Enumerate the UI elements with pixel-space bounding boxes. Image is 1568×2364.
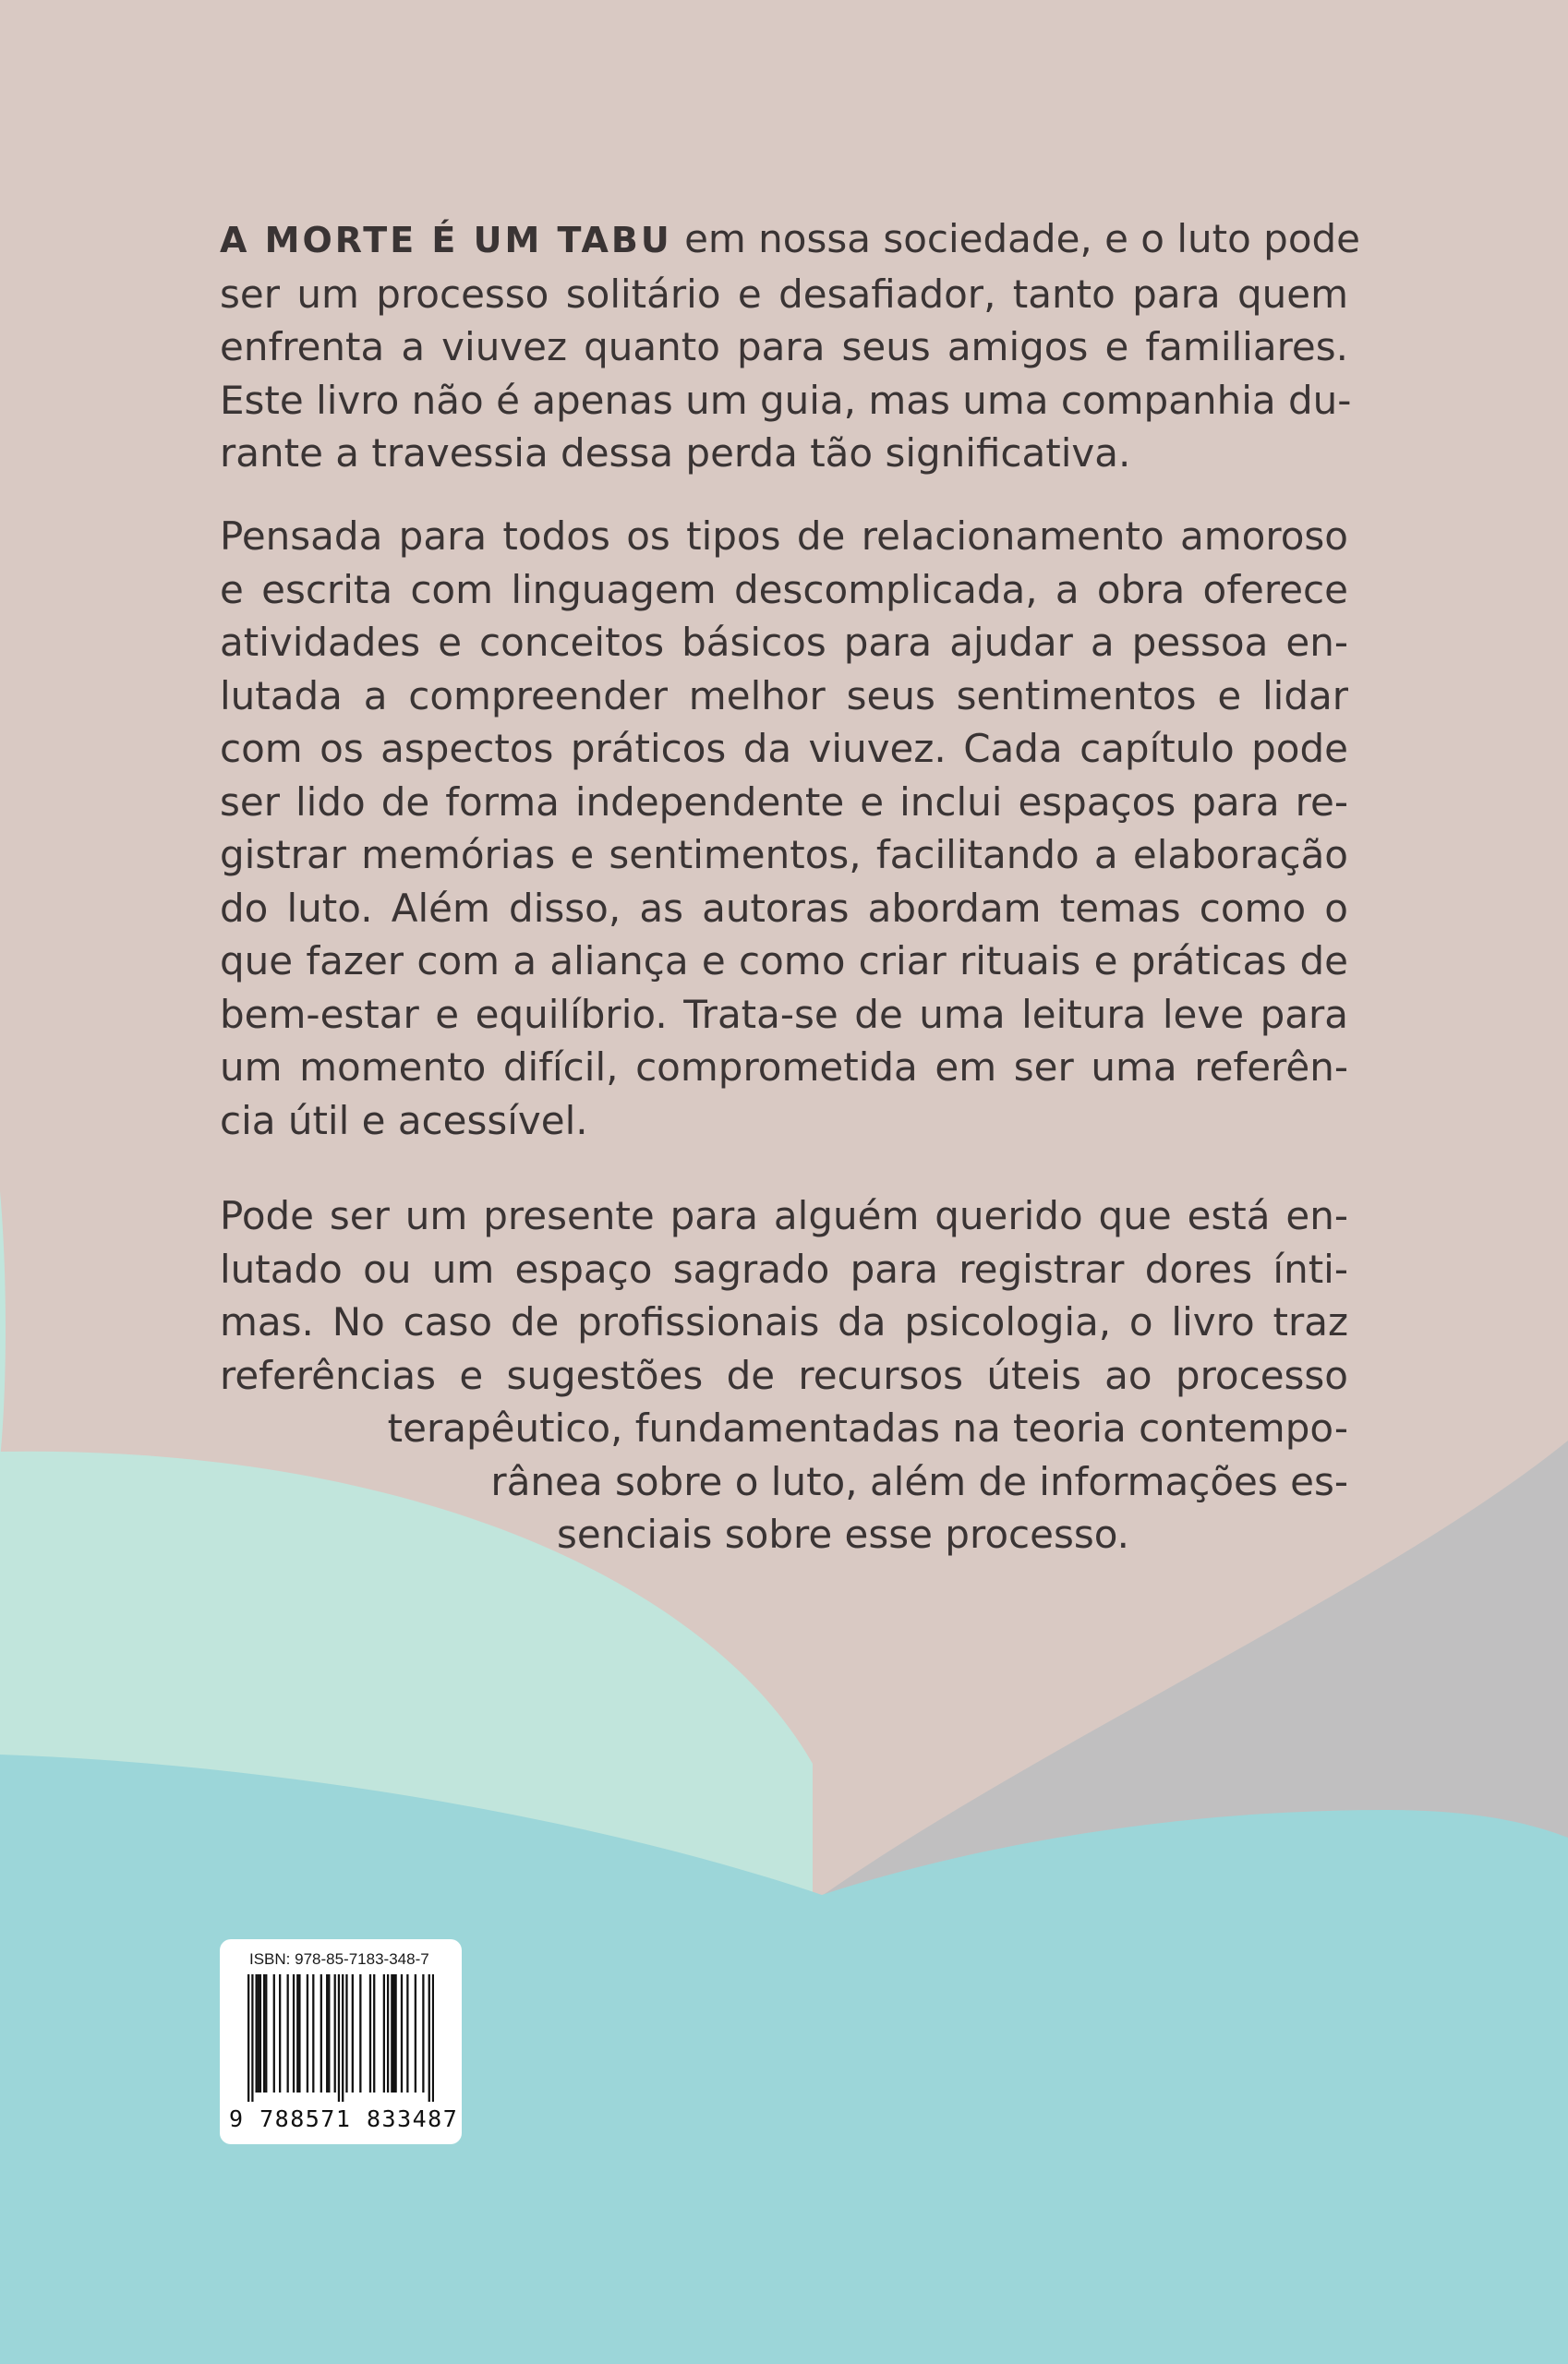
blurb-line: Pensada para todos os tipos de relacionamento amoroso bbox=[220, 513, 1348, 559]
blurb-line: lutada a compreender melhor seus sentimentos e lidar bbox=[220, 672, 1348, 718]
barcode-bar bbox=[394, 1974, 396, 2093]
barcode-bar bbox=[273, 1974, 275, 2093]
barcode-bar bbox=[334, 1974, 336, 2093]
blurb-line: ser um processo solitário e desafiador, tanto para quem bbox=[220, 271, 1348, 317]
barcode-bar bbox=[342, 1974, 344, 2102]
blurb-line: senciais sobre esse processo. bbox=[557, 1512, 1130, 1557]
blurb-line: enfrenta a viuvez quanto para seus amigos e familiares. bbox=[220, 324, 1348, 369]
barcode-bar bbox=[263, 1974, 265, 2093]
barcode-icon bbox=[247, 1974, 434, 2102]
barcode-bar bbox=[406, 1974, 408, 2093]
barcode-bar bbox=[312, 1974, 314, 2093]
barcode-bar bbox=[338, 1974, 340, 2102]
barcode-bar bbox=[256, 1974, 258, 2093]
blurb-line: lutado ou um espaço sagrado para registrar dores ínti- bbox=[220, 1246, 1348, 1292]
barcode-bar bbox=[422, 1974, 424, 2093]
barcode-bar bbox=[279, 1974, 281, 2093]
barcode-bar bbox=[247, 1974, 249, 2102]
barcode-bar bbox=[326, 1974, 328, 2093]
blurb-line: Este livro não é apenas um guia, mas uma companhia du- bbox=[220, 377, 1352, 423]
barcode-bar bbox=[287, 1974, 289, 2093]
blurb-paragraph-3 bbox=[220, 1189, 1348, 1562]
barcode-bar bbox=[392, 1974, 394, 2093]
blurb-line-text: em nossa sociedade, e o luto pode bbox=[671, 216, 1361, 261]
blurb-line: referências e sugestões de recursos úteis ao processo bbox=[220, 1352, 1348, 1398]
blurb-line: terapêutico, fundamentadas na teoria contempo- bbox=[387, 1405, 1348, 1451]
blurb-line: rânea sobre o luto, além de informações es- bbox=[490, 1458, 1348, 1504]
barcode-bar bbox=[345, 1974, 347, 2093]
blurb-line: que fazer com a aliança e como criar rituais e práticas de bbox=[220, 938, 1348, 983]
blurb-paragraph-2 bbox=[220, 510, 1348, 1147]
blurb-paragraph-1 bbox=[220, 212, 1361, 480]
barcode-bar bbox=[296, 1974, 298, 2093]
blurb-line: cia útil e acessível. bbox=[220, 1097, 588, 1143]
blurb-line: mas. No caso de profissionais da psicologia, o livro traz bbox=[220, 1299, 1348, 1345]
barcode-bar bbox=[432, 1974, 434, 2102]
barcode-bar bbox=[251, 1974, 253, 2102]
blurb-line: Pode ser um presente para alguém querido que está en- bbox=[220, 1193, 1348, 1238]
barcode-bar bbox=[401, 1974, 403, 2093]
barcode-bar bbox=[387, 1974, 389, 2093]
blurb-line: atividades e conceitos básicos para ajudar a pessoa en- bbox=[220, 620, 1348, 665]
blurb-line: ser lido de forma independente e inclui espaços para re- bbox=[220, 778, 1348, 825]
blurb-line: gistrar memórias e sentimentos, facilitando a elaboração bbox=[220, 832, 1348, 877]
isbn-label: ISBN: 978-85-7183-348-7 bbox=[249, 1950, 429, 1968]
barcode-bar bbox=[328, 1974, 330, 2093]
barcode-bar bbox=[307, 1974, 308, 2093]
blurb-line: bem-estar e equilíbrio. Trata-se de uma leitura leve para bbox=[220, 991, 1348, 1037]
blurb-line bbox=[220, 212, 1361, 268]
barcode-bar bbox=[293, 1974, 295, 2093]
blurb-lead-text: A MORTE É UM TABU bbox=[220, 220, 672, 260]
barcode-bar bbox=[265, 1974, 267, 2093]
ean-digits: 9 788571 833487 bbox=[229, 2105, 459, 2132]
barcode-bar bbox=[320, 1974, 322, 2093]
barcode-bar bbox=[359, 1974, 361, 2093]
blurb-line: e escrita com linguagem descomplicada, a obra oferece bbox=[220, 566, 1348, 612]
barcode-bar bbox=[369, 1974, 371, 2093]
isbn-barcode-box bbox=[220, 1939, 462, 2144]
barcode-bar bbox=[373, 1974, 375, 2093]
barcode-bar bbox=[298, 1974, 300, 2093]
barcode-bar bbox=[259, 1974, 261, 2093]
barcode-bar bbox=[383, 1974, 385, 2093]
blurb-line: rante a travessia dessa perda tão significativa. bbox=[220, 430, 1131, 476]
barcode-bar bbox=[428, 1974, 430, 2102]
blurb-line: com os aspectos práticos da viuvez. Cada capítulo pode bbox=[220, 726, 1348, 771]
barcode-bar bbox=[391, 1974, 392, 2093]
blurb-line: um momento difícil, comprometida em ser uma referên- bbox=[220, 1044, 1348, 1090]
blurb-line: do luto. Além disso, as autoras abordam temas como o bbox=[220, 885, 1348, 931]
barcode-bar bbox=[258, 1974, 259, 2093]
barcode-bar bbox=[415, 1974, 416, 2093]
barcode-bar bbox=[352, 1974, 354, 2093]
